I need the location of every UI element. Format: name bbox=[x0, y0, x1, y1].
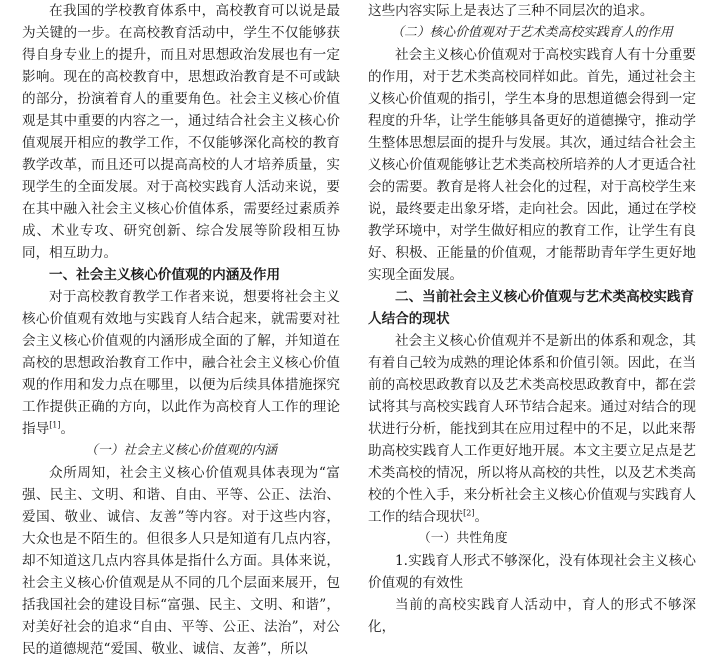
section-1-end: 。 bbox=[60, 421, 75, 437]
subsection-1-2-paragraph: 社会主义核心价值观对于高校实践育人有十分重要的作用，对于艺术类高校同样如此。首先，通过社会主义核心价值观的指引，学生本身的思想道德会得到一定程度的升华，让学生能够具备更好的道德操守，推动学生整体思想层面的提升与发展。其次，通过结合社会主义核心价值观能够让艺术类高校所培养的人才更适合社会的需要。教育是将人社会化的过程，对于高校学生来说，最终要走出象牙塔，走向社会。因此，通过在学校教学环境中，对学生做好相应的教育工作，让学生有良好、积极、正能量的价值观，才能帮助青年学生更好地实现全面发展。 bbox=[368, 47, 696, 283]
section-2-paragraph bbox=[368, 330, 696, 528]
right-column bbox=[368, 0, 696, 638]
section-1-text: 对于高校教育教学工作者来说，想要将社会主义核心价值观有效地与实践育人结合起来，就需要对社会主义核心价值观的内涵形成全面的了解，并知道在高校的思想政治教育工作中，融合社会主义核心价值观的作用和发力点在哪里，以便为后续具体措施探究工作提供正确的方向，以此作为高校育人工作的理论指导 bbox=[22, 289, 340, 437]
section-2-end: 。 bbox=[474, 509, 489, 525]
point-heading-1: 1.实践育人形式不够深化，没有体现社会主义核心价值观的有效性 bbox=[368, 553, 696, 591]
continued-paragraph: 这些内容实际上是表达了三种不同层次的追求。 bbox=[368, 3, 654, 19]
subsection-heading-1-1: （一）社会主义核心价值观的内涵 bbox=[85, 443, 277, 458]
subsection-heading-2-1: （一）共性角度 bbox=[418, 531, 508, 546]
section-heading-1: 一、社会主义核心价值观的内涵及作用 bbox=[49, 267, 281, 283]
citation-ref-2: [2] bbox=[463, 508, 475, 518]
subsection-1-1-paragraph: 众所周知，社会主义核心价值观具体表现为“富强、民主、文明、和谐、自由、平等、公正、法治、爱国、敬业、诚信、友善”等内容。对于这些内容，大众也是不陌生的。但很多人只是知道有几点内容，却不知道这几点内容具体是指什么方面。具体来说，社会主义核心价值观是从不同的几个层面来展开，包括我国社会的建设目标“富强、民主、文明、和谐”，对美好社会的追求“自由、平等、公正、法治”，对公民的道德规范“爱国、敬业、诚信、友善”，所以 bbox=[22, 465, 340, 657]
section-heading-2: 二、当前社会主义核心价值观与艺术类高校实践育人结合的现状 bbox=[368, 289, 695, 327]
section-2-text: 社会主义核心价值观并不是新出的体系和观念，其有着自己较为成熟的理论体系和价值引领。因此，在当前的高校思政教育以及艺术类高校思政教育中，都在尝试将其与高校实践育人环节结合起来。通过对结合的现状进行分析，能找到其在应用过程中的不足，以此来帮助高校实践育人工作更好地开展。本文主要立足点是艺术类高校的情况，所以将从高校的共性，以及艺术类高校的个性入手，来分析社会主义核心价值观与实践育人工作的结合现状 bbox=[368, 333, 696, 525]
subsection-heading-1-2: （二）核心价值观对于艺术类高校实践育人的作用 bbox=[391, 25, 673, 40]
section-1-paragraph bbox=[22, 286, 340, 440]
left-column bbox=[22, 0, 340, 660]
citation-ref-1: [1] bbox=[49, 420, 61, 430]
intro-paragraph: 在我国的学校教育体系中，高校教育可以说是最为关键的一步。在高校教育活动中，学生不仅能够获得自身专业上的提升，而且对思想政治发展也有一定影响。现在的高校教育中，思想政治教育是不可或缺的部分，扮演着育人的重要角色。社会主义核心价值观是其中重要的内容之一，通过结合社会主义核心价值观展开相应的教学工作，不仅能够深化高校的教育教学改革，而且还可以提高高校的人才培养质量，实现学生的全面发展。对于高校实践育人活动来说，要在其中融入社会主义核心价值体系，需要经过素质养成、术业专攻、研究创新、综合发展等阶段相互协同，相互助力。 bbox=[22, 3, 340, 261]
point-1-paragraph: 当前的高校实践育人活动中，育人的形式不够深化， bbox=[368, 597, 696, 635]
